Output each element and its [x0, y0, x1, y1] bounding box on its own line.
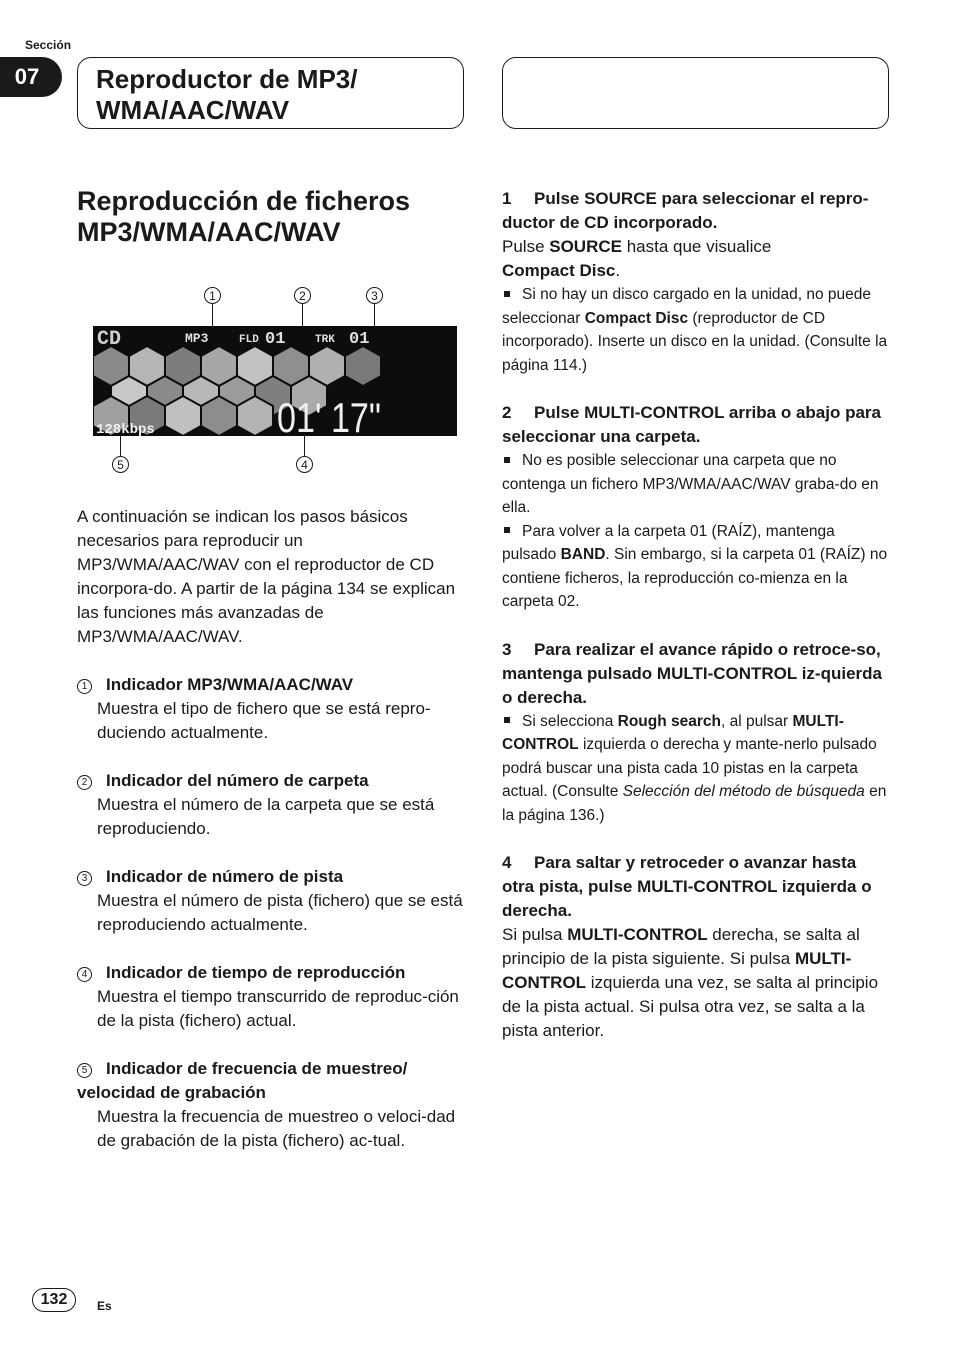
left-column	[77, 505, 467, 1177]
callout-1: 1	[204, 287, 221, 304]
step-heading: Pulse MULTI-CONTROL arriba o abajo para seleccionar una carpeta.	[502, 403, 881, 446]
indicator-number: 1	[77, 679, 92, 694]
indicator-number: 5	[77, 1063, 92, 1078]
display-source: CD	[97, 328, 122, 351]
callout-5: 5	[112, 456, 129, 473]
step-note: Si no hay un disco cargado en la unidad, no puede seleccionar Compact Disc (reproductor de CD incorporado). Inserte un disco en la unidad. (Consulte la página 114.)	[502, 286, 888, 374]
indicator-description: Muestra la frecuencia de muestreo o veloci-dad de grabación de la pista (fichero) ac-tual.	[97, 1107, 456, 1150]
right-column	[502, 187, 892, 1067]
step-note: Para volver a la carpeta 01 (RAÍZ), mantenga pulsado BAND. Sin embargo, si la carpeta 01 (RAÍZ) no contiene ficheros, la reproducción co-mienza en la carpeta 02.	[502, 522, 888, 610]
callout-line-4	[304, 436, 305, 456]
step-number: 4	[502, 853, 512, 872]
step-4	[502, 851, 892, 1043]
section-title-line2: MP3/WMA/AAC/WAV	[77, 217, 341, 247]
indicator-item-4	[77, 961, 467, 1033]
section-title	[77, 186, 467, 248]
display-track-label: TRK	[315, 334, 335, 346]
display-bitrate: 128kbps	[96, 422, 155, 436]
indicator-item-5	[77, 1057, 467, 1153]
section-title-line1: Reproducción de ficheros	[77, 186, 411, 216]
indicator-description: Muestra el número de la carpeta que se está reproduciendo.	[97, 795, 435, 838]
indicator-title: Indicador del número de carpeta	[106, 771, 369, 790]
step-heading: Pulse SOURCE para seleccionar el repro-ductor de CD incorporado.	[502, 189, 869, 232]
indicator-number: 3	[77, 871, 92, 886]
step-number: 2	[502, 403, 512, 422]
chapter-title-line2: WMA/AAC/WAV	[96, 95, 290, 125]
callout-3: 3	[366, 287, 383, 304]
display-time: 01' 17"	[277, 394, 381, 436]
indicator-title: Indicador de número de pista	[106, 867, 344, 886]
indicator-title: Indicador MP3/WMA/AAC/WAV	[106, 675, 354, 694]
indicator-number: 4	[77, 967, 92, 982]
page-number: 132	[32, 1288, 76, 1312]
bullet-square-icon	[504, 457, 510, 463]
step-heading: Para realizar el avance rápido o retroce-so, mantenga pulsado MULTI-CONTROL iz-quierda o derecha.	[502, 639, 882, 707]
display-track-value: 01	[349, 330, 370, 349]
display-format: MP3	[185, 331, 209, 346]
chapter-title-line1: Reproductor de MP3/	[96, 64, 358, 94]
bullet-square-icon	[504, 717, 510, 723]
step-2	[502, 401, 892, 614]
bullet-square-icon	[504, 527, 510, 533]
section-number-tab: 07	[0, 57, 62, 97]
indicator-description: Muestra el número de pista (fichero) que se está reproduciendo actualmente.	[97, 891, 463, 934]
step-note: No es posible seleccionar una carpeta que no contenga un fichero MP3/WMA/AAC/WAV graba-do en ella.	[502, 452, 879, 516]
display-folder-label: FLD	[239, 334, 259, 346]
display-graphic	[93, 326, 457, 436]
step-body: Si pulsa MULTI-CONTROL derecha, se salta al principio de la pista siguiente. Si pulsa MULTI-CONTROL izquierda una vez, se salta al principio de la pista actual. Si pulsa otra vez, se salta a la pista anterior.	[502, 925, 879, 1040]
indicator-title: Indicador de tiempo de reproducción	[106, 963, 406, 982]
callout-line-5	[120, 436, 121, 456]
indicator-item-3	[77, 865, 467, 937]
display-folder-value: 01	[265, 330, 286, 349]
indicator-description: Muestra el tiempo transcurrido de reproduc-ción de la pista (fichero) actual.	[97, 987, 459, 1030]
bullet-square-icon	[504, 291, 510, 297]
callout-2: 2	[294, 287, 311, 304]
indicator-title: Indicador de frecuencia de muestreo/ velocidad de grabación	[77, 1059, 408, 1102]
step-note: Si selecciona Rough search, al pulsar MULTI-CONTROL izquierda o derecha y mante-nerlo pulsado podrá buscar una pista cada 10 pistas en la carpeta actual. (Consulte Selección del método de búsqueda en la página 136.)	[502, 712, 887, 824]
indicator-description: Muestra el tipo de fichero que se está repro-duciendo actualmente.	[97, 699, 431, 742]
step-body: Pulse SOURCE hasta que visualice Compact Disc.	[502, 237, 772, 280]
step-number: 1	[502, 189, 512, 208]
step-number: 3	[502, 639, 512, 659]
indicator-number: 2	[77, 775, 92, 790]
empty-header-box	[502, 57, 889, 129]
indicator-item-1	[77, 673, 467, 745]
section-label: Sección	[25, 38, 72, 52]
page-language: Es	[97, 1299, 112, 1313]
intro-paragraph: A continuación se indican los pasos básicos necesarios para reproducir un MP3/WMA/AAC/WAV con el reproductor de CD incorpora-do. A partir de la página 134 se explican las funciones más avanzadas de MP3/WMA/AAC/WAV.	[77, 507, 456, 646]
indicator-item-2	[77, 769, 467, 841]
step-3	[502, 638, 892, 828]
chapter-title-box	[77, 57, 464, 129]
step-1	[502, 187, 892, 377]
callout-4: 4	[296, 456, 313, 473]
head-unit-display	[93, 326, 457, 436]
step-heading: Para saltar y retroceder o avanzar hasta otra pista, pulse MULTI-CONTROL izquierda o derecha.	[502, 853, 872, 920]
